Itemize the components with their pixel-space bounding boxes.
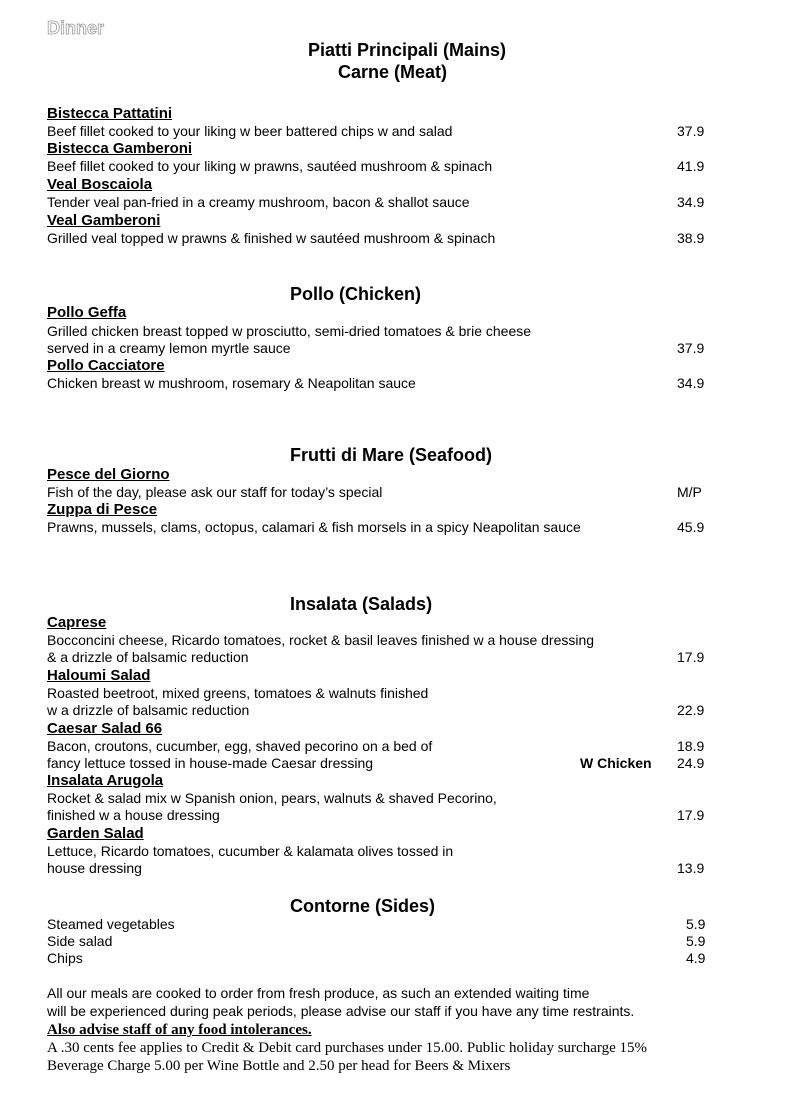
dish-description: Bocconcini cheese, Ricardo tomatoes, rocket & basil leaves finished w a house dressing bbox=[47, 632, 595, 648]
dish-description: Chicken breast w mushroom, rosemary & Neapolitan sauce bbox=[47, 375, 416, 391]
dish-description: Roasted beetroot, mixed greens, tomatoes & walnuts finished bbox=[47, 685, 429, 701]
surcharge-note: A .30 cents fee applies to Credit & Debit card purchases under 15.00. Public holiday surcharge 15% bbox=[47, 1040, 647, 1056]
side-price: 4.9 bbox=[686, 950, 706, 966]
dish-price: 18.9 bbox=[677, 738, 705, 754]
dish-description: fancy lettuce tossed in house-made Caesar dressing bbox=[47, 755, 374, 771]
dish-name: Pesce del Giorno bbox=[47, 466, 170, 483]
dish-price: 38.9 bbox=[677, 230, 705, 246]
dish-name: Haloumi Salad bbox=[47, 667, 151, 684]
page-title: Piatti Principali (Mains) bbox=[308, 40, 507, 60]
footer-note: will be experienced during peak periods, please advise our staff if you have any time restraints. bbox=[47, 1003, 635, 1019]
dish-price: 13.9 bbox=[677, 860, 705, 876]
dish-name: Veal Gamberoni bbox=[47, 212, 161, 229]
dish-price: 17.9 bbox=[677, 649, 705, 665]
dish-price: 37.9 bbox=[677, 123, 705, 139]
footer-note: All our meals are cooked to order from fresh produce, as such an extended waiting time bbox=[47, 985, 590, 1001]
side-name: Steamed vegetables bbox=[47, 916, 175, 932]
dish-price: 34.9 bbox=[677, 375, 705, 391]
dish-description: Grilled chicken breast topped w prosciutto, semi-dried tomatoes & brie cheese bbox=[47, 323, 532, 339]
section-heading-salads: Insalata (Salads) bbox=[290, 594, 433, 614]
dish-price: 37.9 bbox=[677, 340, 705, 356]
dish-description: Fish of the day, please ask our staff for today’s special bbox=[47, 484, 383, 500]
dish-name: Veal Boscaiola bbox=[47, 176, 153, 193]
section-heading-sides: Contorne (Sides) bbox=[290, 896, 436, 916]
intolerance-notice: Also advise staff of any food intolerances. bbox=[47, 1022, 312, 1038]
dish-price: 22.9 bbox=[677, 702, 705, 718]
dish-price: M/P bbox=[677, 484, 702, 500]
dish-name: Zuppa di Pesce bbox=[47, 501, 158, 518]
option-price: 24.9 bbox=[677, 755, 705, 771]
side-name: Side salad bbox=[47, 933, 113, 949]
dish-price: 45.9 bbox=[677, 519, 705, 535]
dish-description: finished w a house dressing bbox=[47, 807, 220, 823]
side-price: 5.9 bbox=[686, 916, 706, 932]
dish-description: Lettuce, Ricardo tomatoes, cucumber & kalamata olives tossed in bbox=[47, 843, 454, 859]
dish-description: Beef fillet cooked to your liking w prawns, sautéed mushroom & spinach bbox=[47, 158, 493, 174]
dish-description: Beef fillet cooked to your liking w beer battered chips w and salad bbox=[47, 123, 453, 139]
section-heading-meat: Carne (Meat) bbox=[338, 62, 448, 82]
dish-description: Bacon, croutons, cucumber, egg, shaved pecorino on a bed of bbox=[47, 738, 433, 754]
side-name: Chips bbox=[47, 950, 83, 966]
dish-description: & a drizzle of balsamic reduction bbox=[47, 649, 249, 665]
dish-description: house dressing bbox=[47, 860, 142, 876]
dish-description: Tender veal pan-fried in a creamy mushroom, bacon & shallot sauce bbox=[47, 194, 470, 210]
dish-name: Bistecca Gamberoni bbox=[47, 140, 193, 157]
beverage-charge-note: Beverage Charge 5.00 per Wine Bottle and 2.50 per head for Beers & Mixers bbox=[47, 1058, 511, 1074]
dish-name: Bistecca Pattatini bbox=[47, 105, 173, 122]
dish-description: served in a creamy lemon myrtle sauce bbox=[47, 340, 291, 356]
section-heading-seafood: Frutti di Mare (Seafood) bbox=[290, 445, 492, 465]
section-heading-chicken: Pollo (Chicken) bbox=[290, 284, 422, 304]
dish-description: Grilled veal topped w prawns & finished w sautéed mushroom & spinach bbox=[47, 230, 496, 246]
dish-name: Pollo Geffa bbox=[47, 304, 127, 321]
dish-price: 17.9 bbox=[677, 807, 705, 823]
page-label: Dinner bbox=[47, 18, 105, 38]
dish-name: Caesar Salad 66 bbox=[47, 720, 163, 737]
dish-name: Insalata Arugola bbox=[47, 772, 164, 789]
option-label: W Chicken bbox=[580, 755, 652, 771]
dish-name: Caprese bbox=[47, 614, 107, 631]
dish-description: Rocket & salad mix w Spanish onion, pears, walnuts & shaved Pecorino, bbox=[47, 790, 497, 806]
dish-name: Pollo Cacciatore bbox=[47, 357, 165, 374]
side-price: 5.9 bbox=[686, 933, 706, 949]
dish-price: 41.9 bbox=[677, 158, 705, 174]
dish-name: Garden Salad bbox=[47, 825, 144, 842]
dish-price: 34.9 bbox=[677, 194, 705, 210]
dish-description: w a drizzle of balsamic reduction bbox=[47, 702, 250, 718]
dish-description: Prawns, mussels, clams, octopus, calamari & fish morsels in a spicy Neapolitan sauce bbox=[47, 519, 581, 535]
